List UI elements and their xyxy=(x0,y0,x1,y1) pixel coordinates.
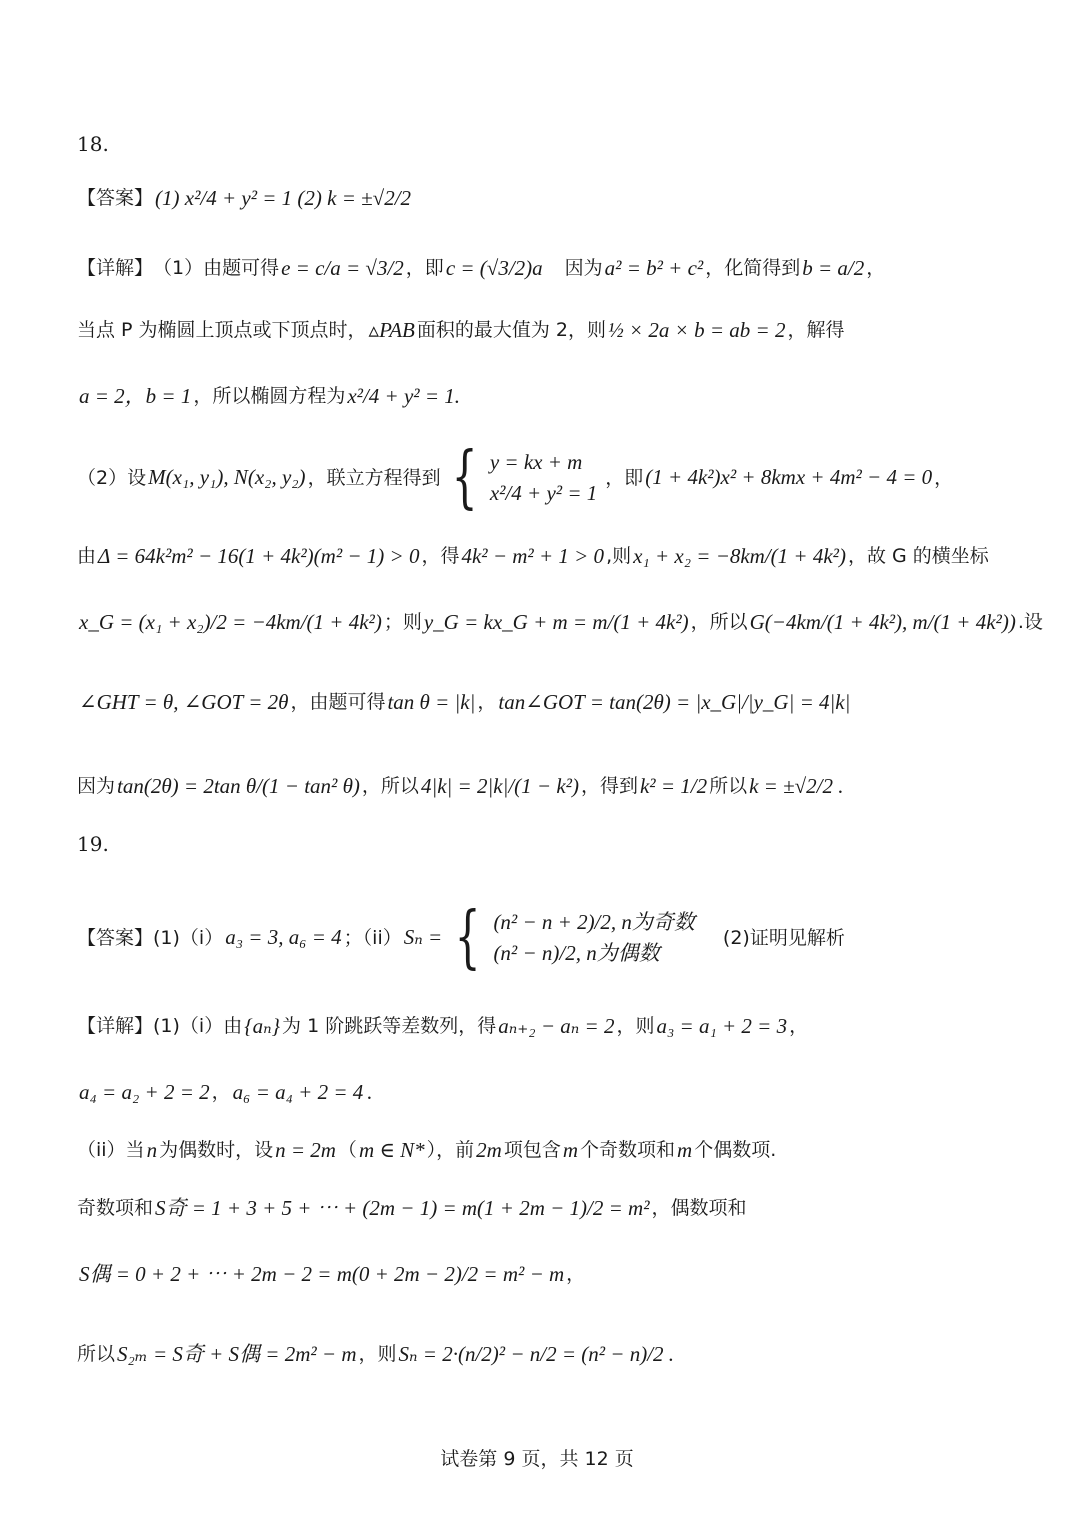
q19-answer: 【答案】 (1)（i） a₃ = 3, a₆ = 4 ；（ii） Sₙ = { (n² − n + 2)/2, n为奇数 (n² − n)/2, n为偶数 (2)证明见解析 xyxy=(77,898,845,977)
q18-answer-formula: (1) x²/4 + y² = 1 (2) k = ±√2/2 xyxy=(155,186,412,210)
q19-even-sum-line: S偶 = 0 + 2 + ⋯ + 2m − 2 = m(0 + 2m − 2)/2 = m² − m ， xyxy=(79,1262,586,1286)
q18-midpoint-line: x_G = (x₁ + x₂)/2 = −4km/(1 + 4k²) ；则 y_G = kx_G + m = m/(1 + 4k²) ，所以 G(−4km/(1 + 4k²), m/(1 + 4k²)) .设 xyxy=(79,610,1043,634)
q18-discriminant-line: 由 Δ = 64k²m² − 16(1 + 4k²)(m² − 1) > 0 ，得 4k² − m² + 1 > 0 ,则 x₁ + x₂ = −8km/(1 + 4k²) ，故 G 的横坐标 xyxy=(77,544,989,568)
q19-detail-line-3: （ii）当 n 为偶数时，设 n = 2m （ m ∈ N* ），前 2m 项包含 m 个奇数项和 m 个偶数项. xyxy=(77,1138,777,1162)
q18-detail-line-2: 当点 P 为椭圆上顶点或下顶点时， ▵PAB 面积的最大值为 2，则 ½ × 2a × b = ab = 2 ，解得 xyxy=(77,318,845,342)
detail-label: 【详解】 xyxy=(77,257,154,280)
q18-part2-line: （2）设 M(x₁, y₁), N(x₂, y₂) ，联立方程得到 { y = kx + m x²/4 + y² = 1 ，即 (1 + 4k²)x² + 8kmx + 4m² − 4 = 0 ， xyxy=(77,438,954,517)
q19-odd-sum-line: 奇数项和 S奇 = 1 + 3 + 5 + ⋯ + (2m − 1) = m(1 + 2m − 1)/2 = m² ，偶数项和 xyxy=(77,1196,747,1220)
answer-label: 【答案】 xyxy=(77,187,154,210)
page-footer: 试卷第 9 页，共 12 页 xyxy=(440,1448,634,1470)
q18-detail-line-3: a = 2，b = 1 ，所以椭圆方程为 x²/4 + y² = 1. xyxy=(79,384,461,408)
piecewise-cases: (n² − n + 2)/2, n为奇数 (n² − n)/2, n为偶数 xyxy=(493,909,695,965)
q19-number: 19. xyxy=(77,832,109,856)
q18-number: 18. xyxy=(77,132,109,156)
q19-total-sum-line: 所以 S₂ₘ = S奇 + S偶 = 2m² − m ，则 Sₙ = 2·(n/2)² − n/2 = (n² − n)/2 . xyxy=(77,1342,675,1366)
q19-detail-line-1: 【详解】 (1)（i）由 {aₙ} 为 1 阶跳跃等差数列，得 aₙ₊₂ − aₙ = 2 ，则 a₃ = a₁ + 2 = 3 ， xyxy=(77,1014,809,1038)
q18-angle-line: ∠GHT = θ, ∠GOT = 2θ ，由题可得 tan θ = |k| ， tan∠GOT = tan(2θ) = |x_G|/|y_G| = 4|k| xyxy=(79,690,851,714)
q18-answer xyxy=(77,186,1004,211)
equation-system: y = kx + m x²/4 + y² = 1 xyxy=(489,449,598,505)
left-brace: { xyxy=(454,898,481,977)
detail-label: 【详解】 xyxy=(77,1015,154,1038)
q18-detail-line-1: 【详解】 （1）由题可得 e = c/a = √3/2 ，即 c = (√3/2)a 因为 a² = b² + c² ，化简得到 b = a/2 ， xyxy=(77,256,886,280)
q18-final-line: 因为 tan(2θ) = 2tan θ/(1 − tan² θ) ，所以 4|k| = 2|k|/(1 − k²) ，得到 k² = 1/2 所以 k = ±√2/2 . xyxy=(77,774,844,798)
q19-detail-line-2: a₄ = a₂ + 2 = 2 ， a₆ = a₄ + 2 = 4 . xyxy=(79,1080,373,1104)
answer-label: 【答案】 xyxy=(77,926,154,949)
left-brace: { xyxy=(451,438,478,517)
